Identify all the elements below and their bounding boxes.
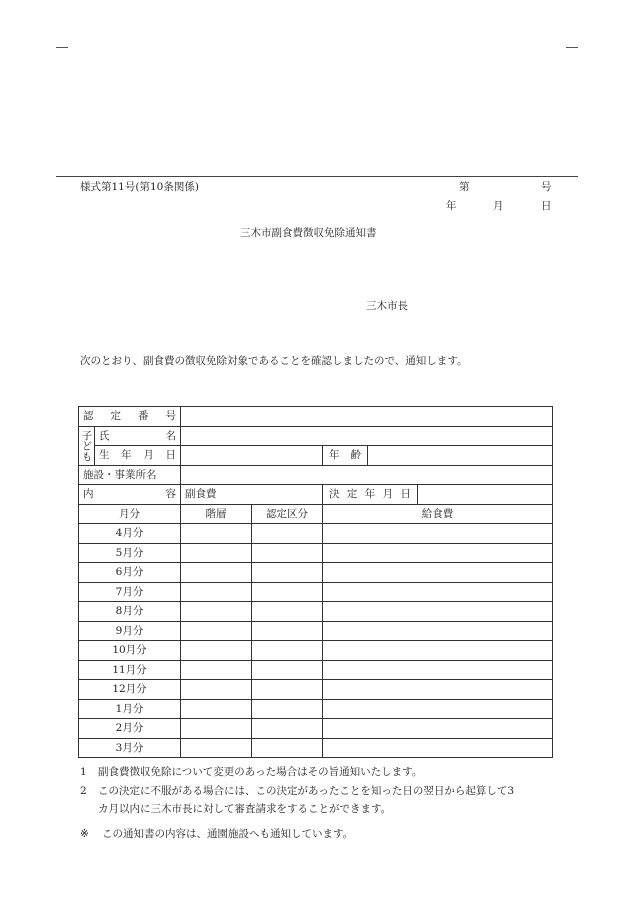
- remark-mark: ※: [80, 828, 89, 840]
- date-month: 月: [493, 200, 504, 212]
- cert-category-cell: [252, 621, 323, 641]
- crop-mark-right: [566, 47, 578, 48]
- tier-cell: [181, 621, 252, 641]
- month-row: [79, 621, 553, 641]
- meal-fee-cell: [323, 699, 553, 719]
- tier-cell: [181, 719, 252, 739]
- note-1: [80, 764, 422, 781]
- month-label: 4月分: [79, 524, 181, 544]
- document-title: 三木市副食費徴収免除通知書: [240, 227, 377, 239]
- month-row: [79, 641, 553, 661]
- month-row: [79, 524, 553, 544]
- meal-fee-cell: [323, 680, 553, 700]
- header-tier: 階層: [181, 504, 252, 524]
- child-label: 子ども: [79, 426, 95, 465]
- cert-category-cell: [252, 641, 323, 661]
- cert-category-cell: [252, 738, 323, 758]
- tier-cell: [181, 699, 252, 719]
- header-cert-category: 認定区分: [252, 504, 323, 524]
- header-meal-fee: 給食費: [323, 504, 553, 524]
- content-value: 副食費: [181, 485, 323, 505]
- meal-fee-cell: [323, 563, 553, 583]
- meal-fee-cell: [323, 582, 553, 602]
- month-row: [79, 582, 553, 602]
- month-rows: [79, 524, 553, 758]
- month-row: [79, 738, 553, 758]
- month-label: 6月分: [79, 563, 181, 583]
- month-row: [79, 602, 553, 622]
- facility-value: [181, 465, 553, 485]
- month-label: 3月分: [79, 738, 181, 758]
- month-row: [79, 699, 553, 719]
- cert-category-cell: [252, 582, 323, 602]
- meal-fee-cell: [323, 602, 553, 622]
- content-row: [79, 485, 553, 505]
- form-number: 様式第11号(第10条関係): [80, 181, 199, 193]
- cert-number-row: [79, 407, 553, 427]
- month-label: 7月分: [79, 582, 181, 602]
- cert-category-cell: [252, 660, 323, 680]
- cert-category-cell: [252, 602, 323, 622]
- cert-category-cell: [252, 680, 323, 700]
- tier-cell: [181, 563, 252, 583]
- cert-category-cell: [252, 699, 323, 719]
- month-row: [79, 660, 553, 680]
- tier-cell: [181, 602, 252, 622]
- month-label: 10月分: [79, 641, 181, 661]
- month-label: 11月分: [79, 660, 181, 680]
- date-day: 日: [541, 200, 552, 212]
- doc-number-suffix: 号: [541, 181, 552, 193]
- note-1-text: 副食費徴収免除について変更のあった場合はその旨通知いたします。: [98, 766, 423, 778]
- crop-mark-left: [56, 47, 68, 48]
- meal-fee-cell: [323, 719, 553, 739]
- age-label: 年 齢: [323, 446, 368, 466]
- cert-category-cell: [252, 543, 323, 563]
- note-2-text: この決定に不服がある場合には、この決定があったことを知った日の翌日から起算して3: [98, 785, 515, 797]
- tier-cell: [181, 524, 252, 544]
- tier-cell: [181, 738, 252, 758]
- header-month: 月分: [79, 504, 181, 524]
- month-header-row: [79, 504, 553, 524]
- header-rule: [56, 176, 578, 177]
- meal-fee-cell: [323, 621, 553, 641]
- month-row: [79, 680, 553, 700]
- decision-date-value: [418, 485, 553, 505]
- month-label: 12月分: [79, 680, 181, 700]
- birth-label: 生 年 月 日: [95, 446, 181, 466]
- meal-fee-cell: [323, 738, 553, 758]
- remark-text: この通知書の内容は、通園施設へも通知しています。: [102, 828, 354, 840]
- tier-cell: [181, 680, 252, 700]
- note-1-number: 1: [80, 766, 87, 778]
- cert-number-value: [181, 407, 553, 427]
- meal-fee-cell: [323, 543, 553, 563]
- meal-fee-cell: [323, 524, 553, 544]
- facility-row: [79, 465, 553, 485]
- month-label: 9月分: [79, 621, 181, 641]
- tier-cell: [181, 543, 252, 563]
- tier-cell: [181, 660, 252, 680]
- facility-label: 施設・事業所名: [79, 465, 181, 485]
- meal-fee-cell: [323, 641, 553, 661]
- birth-value: [181, 446, 323, 466]
- month-row: [79, 719, 553, 739]
- name-label: 氏 名: [95, 426, 181, 446]
- note-2-number: 2: [80, 785, 87, 797]
- cert-number-label: 認 定 番 号: [79, 407, 181, 427]
- note-2-continued: カ月以内に三木市長に対して審査請求をすることができます。: [98, 803, 392, 815]
- tier-cell: [181, 582, 252, 602]
- cert-category-cell: [252, 524, 323, 544]
- age-value: [368, 446, 553, 466]
- intro-text: 次のとおり、副食費の徴収免除対象であることを確認しましたので、通知します。: [80, 355, 468, 367]
- decision-date-label: 決 定 年 月 日: [323, 485, 418, 505]
- date-year: 年: [446, 200, 457, 212]
- note-2: [80, 783, 514, 800]
- doc-number-prefix: 第: [459, 181, 470, 193]
- month-row: [79, 563, 553, 583]
- month-label: 5月分: [79, 543, 181, 563]
- meal-fee-cell: [323, 660, 553, 680]
- tier-cell: [181, 641, 252, 661]
- month-label: 2月分: [79, 719, 181, 739]
- cert-category-cell: [252, 563, 323, 583]
- cert-category-cell: [252, 719, 323, 739]
- remark: [80, 826, 353, 843]
- issuer-name: 三木市長: [366, 300, 408, 312]
- month-label: 1月分: [79, 699, 181, 719]
- name-value: [181, 426, 553, 446]
- content-label: 内 容: [79, 485, 181, 505]
- notification-table: [78, 406, 553, 758]
- month-row: [79, 543, 553, 563]
- child-name-row: [79, 426, 553, 446]
- birth-row: [79, 446, 553, 466]
- month-label: 8月分: [79, 602, 181, 622]
